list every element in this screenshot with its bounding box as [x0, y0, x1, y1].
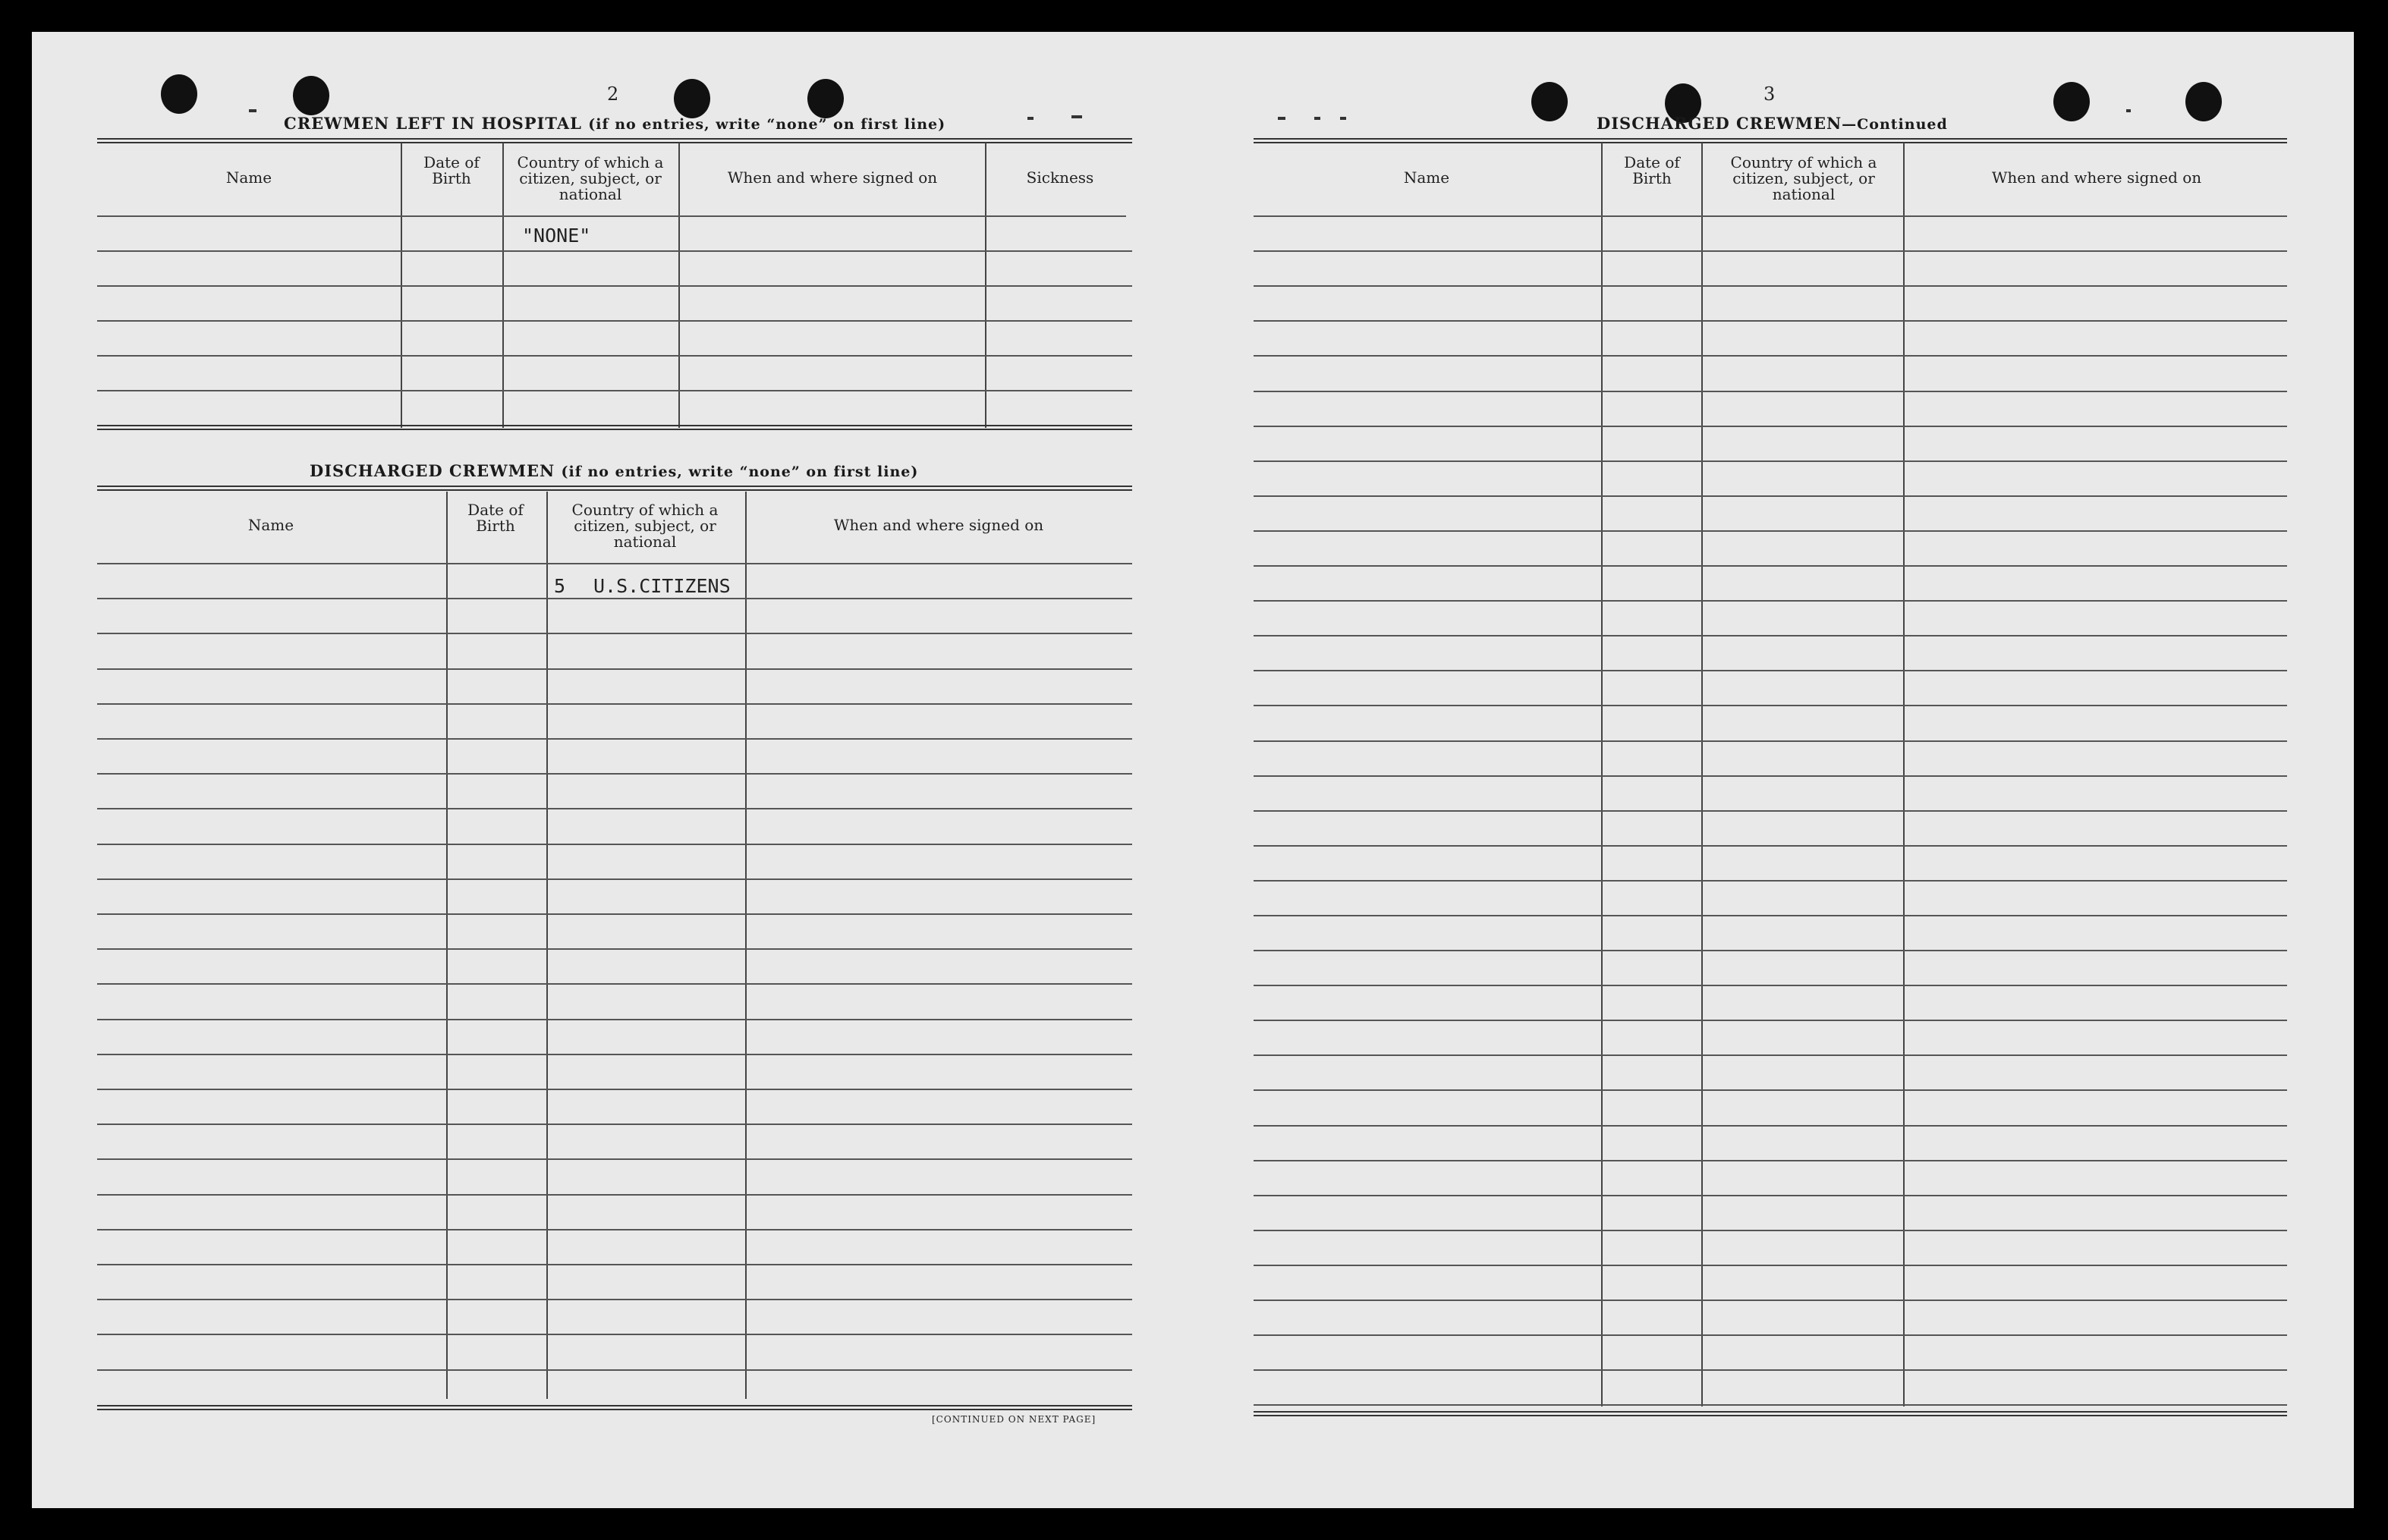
right-col-divider	[1701, 143, 1703, 1406]
right-section-title	[1597, 114, 1948, 133]
discharged-col-dob: Date of Birth	[467, 501, 524, 535]
ruled-row-line	[1254, 915, 2287, 916]
ruled-row-line	[1254, 1404, 2287, 1406]
ink-speck	[1340, 117, 1346, 120]
discharged-instruction: (if no entries, write “none” on first line)	[561, 464, 919, 480]
ruled-row-line	[1254, 600, 2287, 602]
ruled-row-line	[97, 983, 1132, 985]
punch-hole	[2053, 82, 2090, 121]
punch-hole	[2185, 82, 2222, 121]
punch-hole	[674, 79, 710, 118]
discharged-bottom-rule	[97, 1405, 1132, 1410]
ruled-row-line	[97, 878, 1132, 880]
ruled-row-line	[97, 1334, 1132, 1335]
ruled-row-line	[97, 948, 1132, 950]
ink-speck	[1027, 117, 1034, 120]
ruled-row-line	[97, 1089, 1132, 1090]
ruled-row-line	[97, 1229, 1132, 1230]
ruled-row-line	[1254, 530, 2287, 532]
punch-hole	[293, 76, 329, 115]
discharged-entry-country: U.S.CITIZENS	[593, 575, 731, 597]
punch-hole	[807, 79, 844, 118]
ruled-row-line	[97, 738, 1132, 740]
ruled-row-line	[1254, 495, 2287, 497]
hospital-section-title	[284, 114, 945, 133]
ruled-row-line	[97, 598, 1132, 599]
punch-hole	[161, 74, 197, 114]
ruled-row-line	[1254, 1020, 2287, 1021]
ruled-row-line	[1254, 1160, 2287, 1161]
discharged-col-divider	[446, 492, 448, 1399]
ink-speck	[1278, 117, 1285, 120]
discharged-section-title	[310, 461, 918, 480]
ruled-row-line	[1254, 1265, 2287, 1266]
punch-hole	[1531, 82, 1568, 121]
ruled-row-line	[1254, 810, 2287, 812]
hospital-col-country: Country of which a citizen, subject, or national	[517, 153, 664, 203]
hospital-row-line	[97, 320, 1132, 322]
ruled-row-line	[97, 633, 1132, 634]
ruled-row-line	[1254, 1369, 2287, 1371]
ruled-row-line	[1254, 740, 2287, 742]
ink-speck	[1314, 117, 1320, 120]
ruled-row-line	[97, 703, 1132, 705]
hospital-row-line	[97, 390, 1132, 391]
ruled-row-line	[1254, 1089, 2287, 1091]
ruled-row-line	[1254, 285, 2287, 287]
ruled-row-line	[1254, 985, 2287, 986]
hospital-col-name: Name	[225, 168, 272, 187]
hospital-bottom-rule	[97, 425, 1132, 430]
ruled-row-line	[1254, 705, 2287, 706]
hospital-top-rule	[97, 138, 1132, 143]
discharged-col-divider	[745, 492, 747, 1399]
hospital-col-dob: Date of Birth	[423, 153, 480, 187]
discharged-top-rule	[97, 486, 1132, 491]
ruled-row-line	[1254, 320, 2287, 322]
ruled-row-line	[1254, 950, 2287, 951]
ruled-row-line	[1254, 426, 2287, 427]
ink-speck	[2126, 109, 2131, 112]
hospital-row-line	[97, 215, 1126, 217]
ruled-row-line	[97, 1124, 1132, 1125]
right-col-name: Name	[1403, 168, 1450, 187]
hospital-entry-none: "NONE"	[522, 225, 591, 247]
ruled-row-line	[1254, 670, 2287, 671]
ruled-row-line	[97, 1019, 1132, 1020]
discharged-entry-count: 5	[554, 575, 566, 597]
ruled-row-line	[1254, 1054, 2287, 1056]
ruled-row-line	[1254, 1195, 2287, 1196]
ruled-row-line	[97, 808, 1132, 809]
ruled-row-line	[97, 668, 1132, 670]
ruled-row-line	[1254, 635, 2287, 636]
discharged-col-signed: When and where signed on	[833, 516, 1044, 534]
hospital-title-text: CREWMEN LEFT IN HOSPITAL	[284, 114, 582, 133]
right-title-suffix: —Continued	[1842, 116, 1948, 133]
ruled-row-line	[1254, 845, 2287, 847]
ruled-row-line	[97, 1054, 1132, 1055]
ruled-row-line	[97, 844, 1132, 845]
hospital-instruction: (if no entries, write “none” on first line)	[588, 116, 946, 133]
ruled-row-line	[1254, 1300, 2287, 1301]
hospital-row-line	[97, 250, 1132, 252]
ruled-row-line	[97, 773, 1132, 775]
ink-speck	[1071, 115, 1082, 118]
ink-speck	[249, 109, 256, 112]
right-col-divider	[1903, 143, 1905, 1406]
discharged-col-name: Name	[247, 516, 294, 534]
right-bottom-rule	[1254, 1411, 2287, 1416]
right-title-text: DISCHARGED CREWMEN	[1597, 114, 1842, 133]
ruled-row-line	[97, 1299, 1132, 1300]
ruled-row-line	[1254, 1230, 2287, 1231]
ruled-row-line	[1254, 880, 2287, 882]
ruled-row-line	[1254, 460, 2287, 462]
ruled-row-line	[97, 1264, 1132, 1265]
ruled-row-line	[1254, 565, 2287, 567]
ruled-row-line	[1254, 250, 2287, 252]
ruled-row-line	[1254, 355, 2287, 357]
ruled-row-line	[97, 563, 1132, 564]
ruled-row-line	[97, 1158, 1132, 1160]
hospital-col-sickness: Sickness	[1026, 168, 1094, 187]
right-col-dob: Date of Birth	[1624, 153, 1680, 187]
right-col-signed: When and where signed on	[1991, 168, 2202, 187]
hospital-row-line	[97, 355, 1132, 357]
hospital-col-signed: When and where signed on	[727, 168, 938, 187]
right-top-rule	[1254, 138, 2287, 143]
hospital-row-line	[97, 285, 1132, 287]
ruled-row-line	[1254, 775, 2287, 777]
discharged-title-text: DISCHARGED CREWMEN	[310, 461, 555, 480]
page-number-right: 3	[1763, 83, 1776, 105]
ruled-row-line	[97, 1369, 1132, 1371]
ruled-row-line	[1254, 1125, 2287, 1127]
right-col-country: Country of which a citizen, subject, or national	[1730, 153, 1877, 203]
ruled-row-line	[97, 913, 1132, 915]
page-number-left: 2	[607, 83, 619, 105]
continued-footer: [CONTINUED ON NEXT PAGE]	[932, 1414, 1096, 1425]
discharged-col-divider	[546, 492, 548, 1399]
ruled-row-line	[1254, 1334, 2287, 1336]
right-col-divider	[1601, 143, 1603, 1406]
ruled-row-line	[1254, 391, 2287, 392]
document-sheet	[32, 32, 2354, 1508]
ruled-row-line	[1254, 215, 2287, 217]
discharged-col-country: Country of which a citizen, subject, or national	[571, 501, 719, 551]
ruled-row-line	[97, 1194, 1132, 1196]
